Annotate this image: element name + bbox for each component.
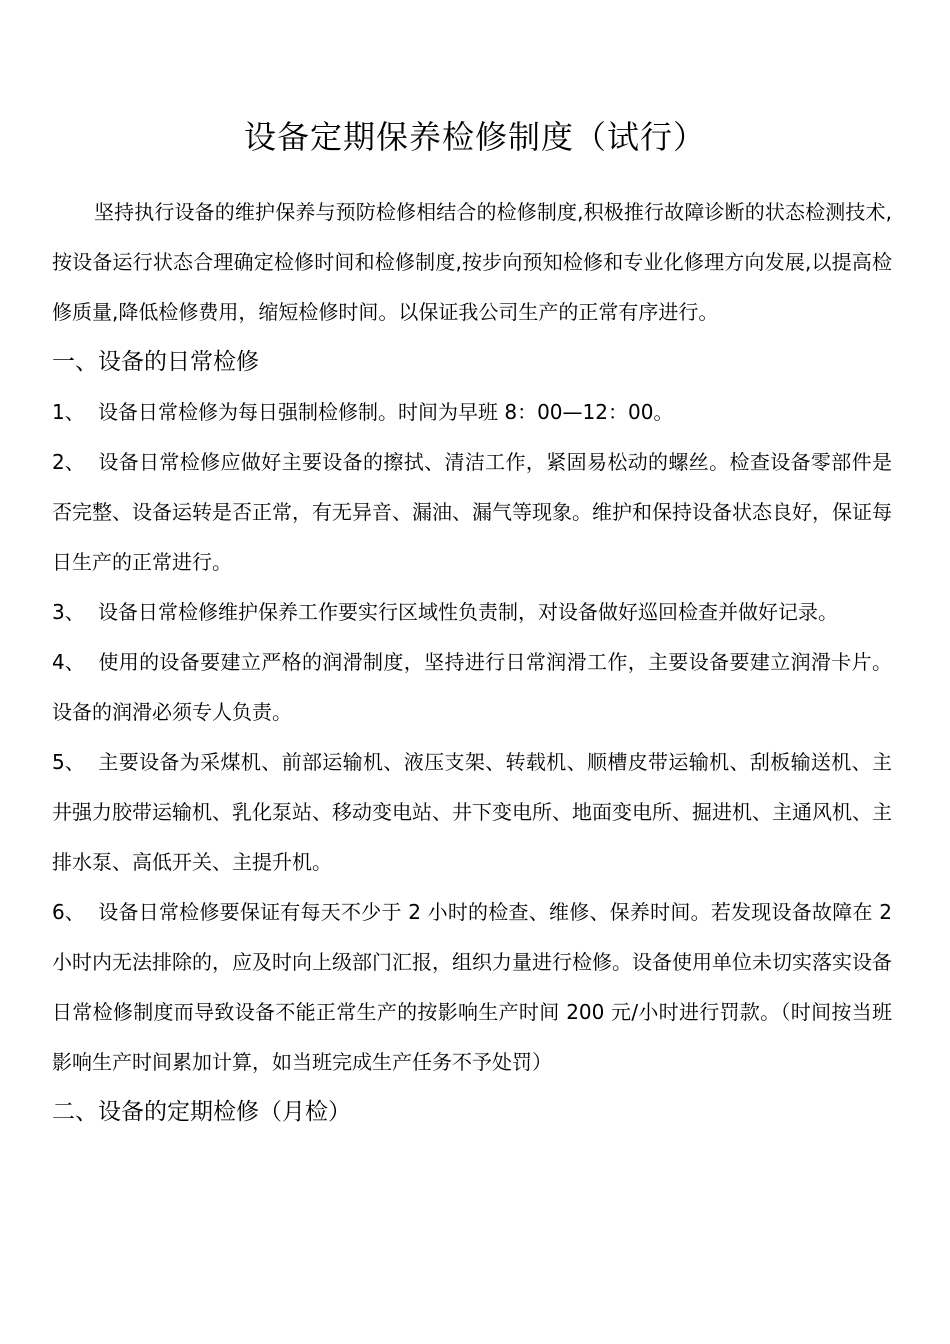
list-item-number: 5、	[52, 750, 85, 774]
list-item	[52, 737, 892, 887]
list-item-number: 6、	[52, 900, 85, 924]
list-item	[52, 387, 892, 437]
section-heading-monthly-inspection: 二、设备的定期检修（月检）	[52, 1099, 351, 1125]
list-item	[52, 887, 892, 1087]
document-title: 设备定期保养检修制度（试行）	[243, 118, 706, 156]
intro-paragraph: 坚持执行设备的维护保养与预防检修相结合的检修制度,积极推行故障诊断的状态检测技术,按设备运行状态合理确定检修时间和检修制度,按步向预知检修和专业化修理方向发展,以提高检修质量,降低检修费用，缩短检修时间。以保证我公司生产的正常有序进行。	[52, 200, 892, 324]
list-item-number: 1、	[52, 400, 85, 424]
section-heading-daily-maintenance: 一、设备的日常检修	[52, 349, 259, 375]
list-item-text: 使用的设备要建立严格的润滑制度，坚持进行日常润滑工作，主要设备要建立润滑卡片。设备的润滑必须专人负责。	[52, 650, 892, 724]
list-item	[52, 587, 892, 637]
list-item-text: 设备日常检修要保证有每天不少于 2 小时的检查、维修、保养时间。若发现设备故障在 2 小时内无法排除的，应及时向上级部门汇报，组织力量进行检修。设备使用单位未切实落实设备日常检修制度而导致设备不能正常生产的按影响生产时间 200 元/小时进行罚款。（时间按当班影响生产时间累加计算，如当班完成生产任务不予处罚）	[52, 900, 892, 1074]
list-item	[52, 637, 892, 737]
list-item	[52, 437, 892, 587]
document-body	[52, 187, 892, 1137]
list-item-text: 主要设备为采煤机、前部运输机、液压支架、转载机、顺槽皮带运输机、刮板输送机、主井强力胶带运输机、乳化泵站、移动变电站、井下变电所、地面变电所、掘进机、主通风机、主排水泵、高低开关、主提升机。	[52, 750, 892, 874]
list-item-number: 2、	[52, 450, 85, 474]
list-item-text: 设备日常检修维护保养工作要实行区域性负责制，对设备做好巡回检查并做好记录。	[98, 600, 838, 624]
list-item-text: 设备日常检修应做好主要设备的擦拭、清洁工作，紧固易松动的螺丝。检查设备零部件是否完整、设备运转是否正常，有无异音、漏油、漏气等现象。维护和保持设备状态良好，保证每日生产的正常进行。	[52, 450, 892, 574]
list-item-number: 4、	[52, 650, 85, 674]
list-item-number: 3、	[52, 600, 85, 624]
list-item-text: 设备日常检修为每日强制检修制。时间为早班 8：00—12：00。	[98, 400, 674, 424]
